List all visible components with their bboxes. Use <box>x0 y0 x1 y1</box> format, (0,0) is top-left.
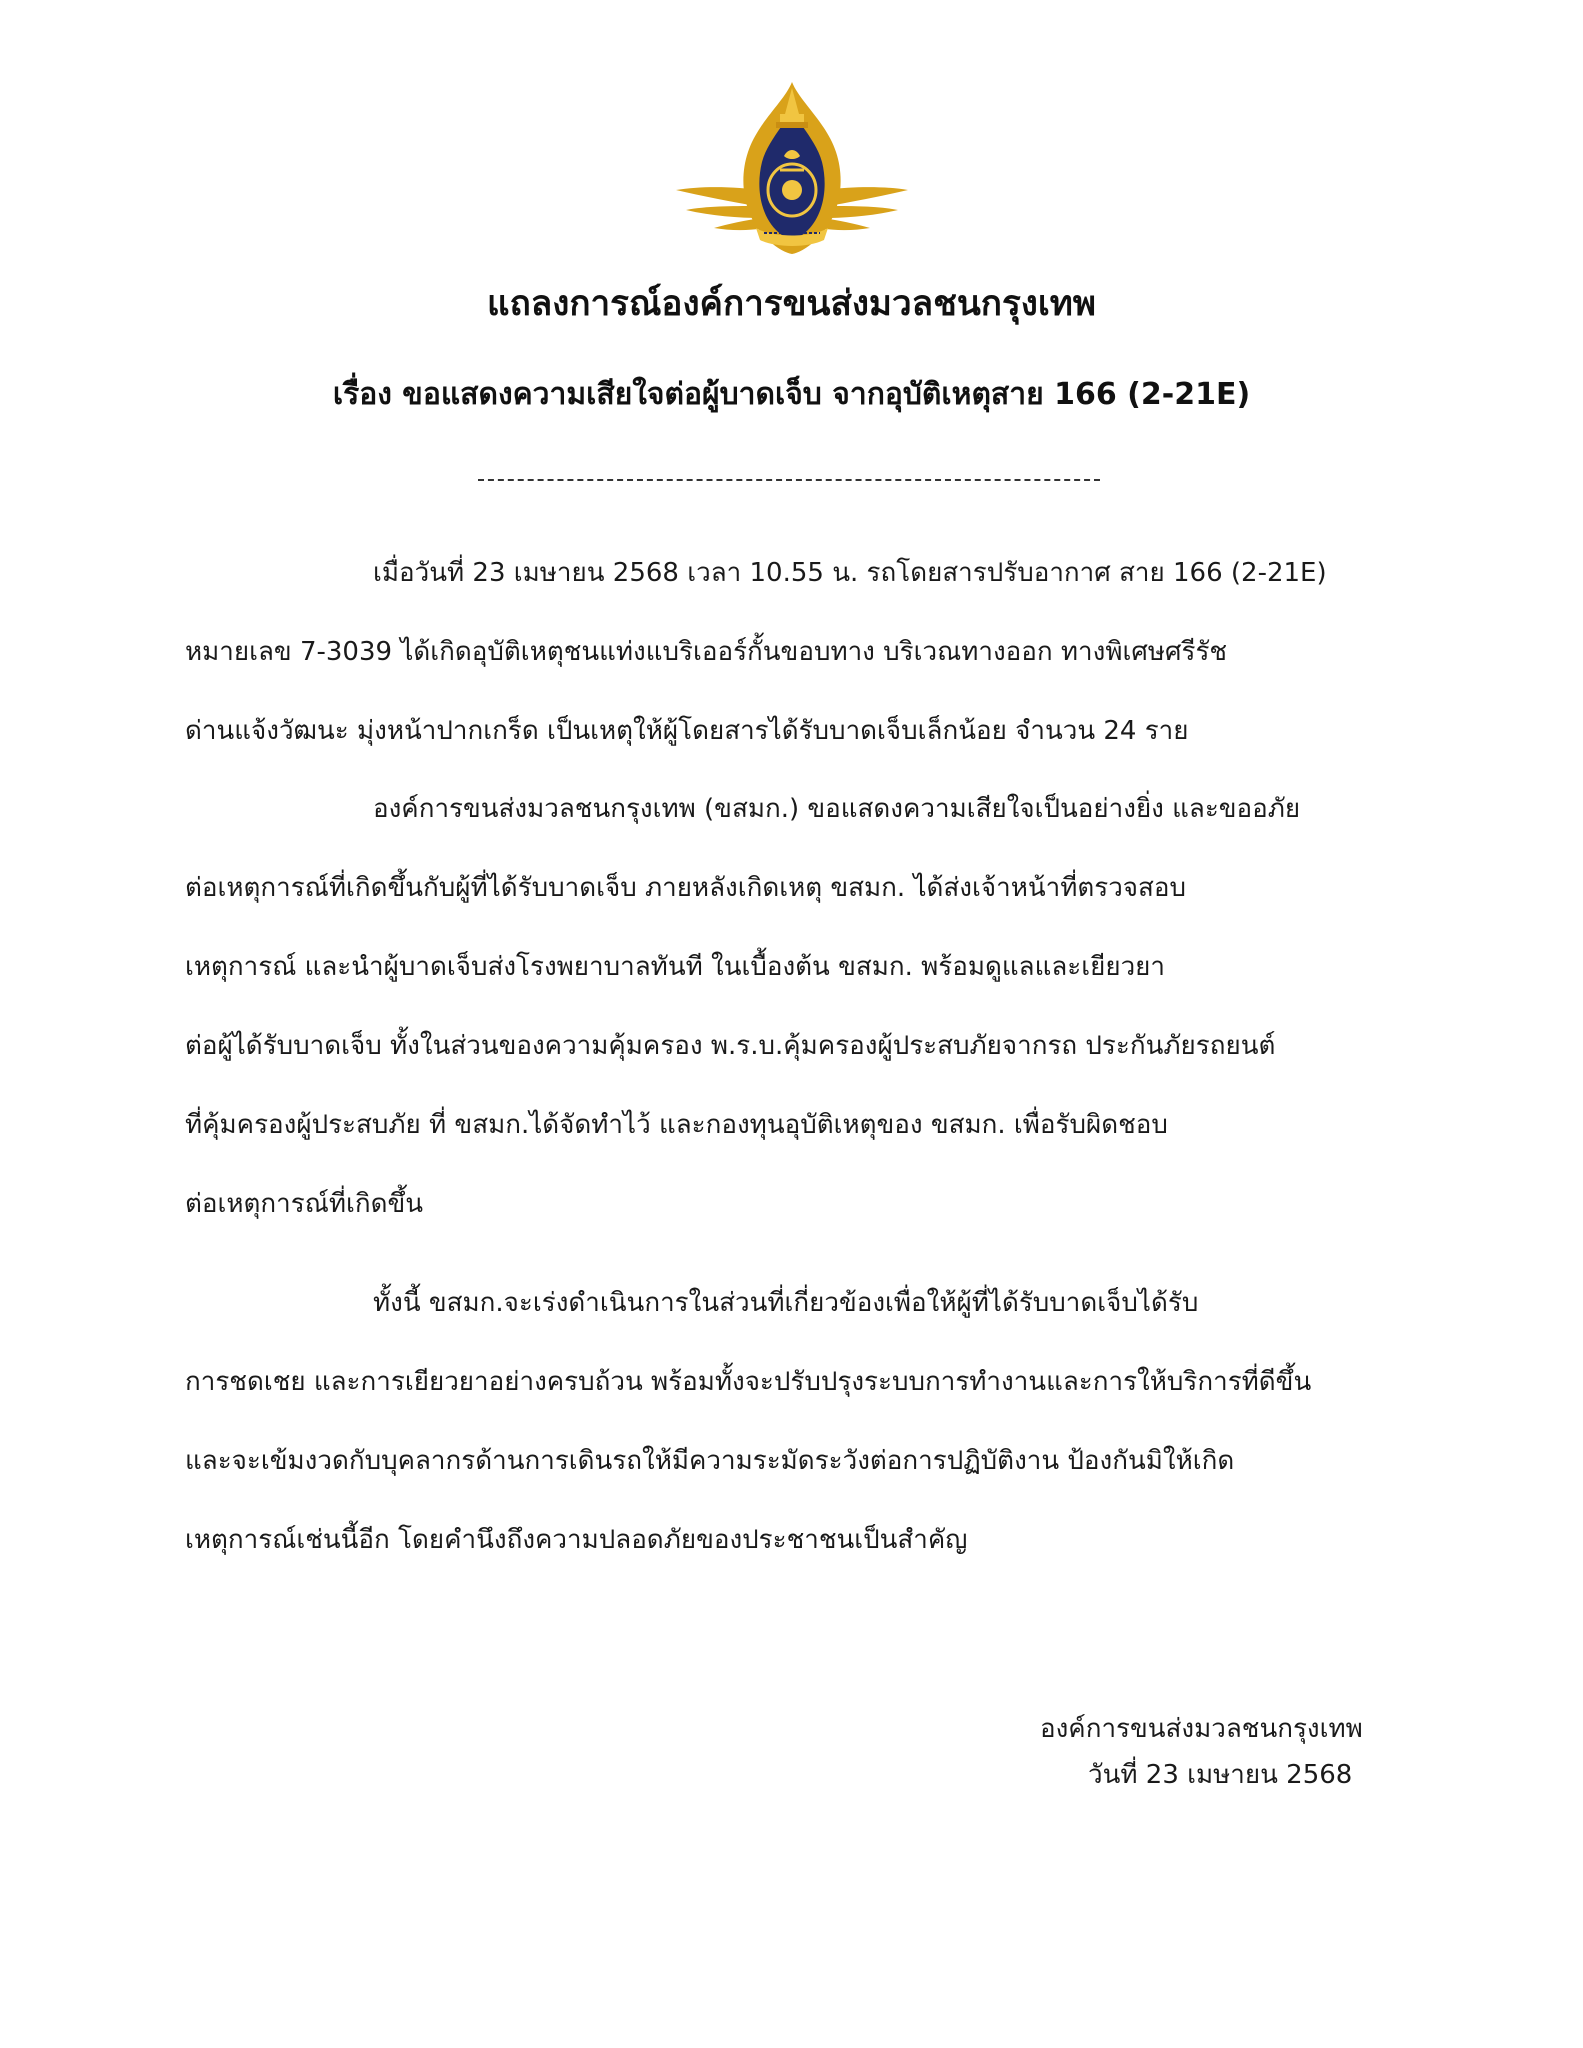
paragraph-line: องค์การขนส่งมวลชนกรุงเทพ (ขสมก.) ขอแสดงความเสียใจเป็นอย่างยิ่ง และขออภัย <box>373 794 1301 824</box>
paragraph-line: เหตุการณ์ และนำผู้บาดเจ็บส่งโรงพยาบาลทันที ในเบื้องต้น ขสมก. พร้อมดูแลและเยียวยา <box>185 952 1166 982</box>
signature-organization: องค์การขนส่งมวลชนกรุงเทพ <box>1040 1714 1363 1744</box>
paragraph-line: ด่านแจ้งวัฒนะ มุ่งหน้าปากเกร็ด เป็นเหตุให้ผู้โดยสารได้รับบาดเจ็บเล็กน้อย จำนวน 24 ราย <box>185 716 1189 746</box>
paragraph-line: ที่คุ้มครองผู้ประสบภัย ที่ ขสมก.ได้จัดทำไว้ และกองทุนอุบัติเหตุของ ขสมก. เพื่อรับผิดชอบ <box>185 1110 1168 1140</box>
paragraph-1 <box>185 534 1391 771</box>
paragraph-line: หมายเลข 7-3039 ได้เกิดอุบัติเหตุชนแท่งแบริเออร์กั้นขอบทาง บริเวณทางออก ทางพิเศษศรีรัช <box>185 637 1228 667</box>
paragraph-line: เหตุการณ์เช่นนี้อีก โดยคำนึงถึงความปลอดภัยของประชาชนเป็นสำคัญ <box>185 1525 968 1555</box>
paragraph-2 <box>185 770 1391 1244</box>
paragraph-line: ต่อเหตุการณ์ที่เกิดขึ้น <box>185 1189 424 1219</box>
paragraph-line: การชดเชย และการเยียวยาอย่างครบถ้วน พร้อมทั้งจะปรับปรุงระบบการทำงานและการให้บริการที่ดีขึ้น <box>185 1367 1312 1397</box>
paragraph-line: เมื่อวันที่ 23 เมษายน 2568 เวลา 10.55 น. รถโดยสารปรับอากาศ สาย 166 (2-21E) <box>373 558 1327 588</box>
paragraph-3 <box>185 1264 1391 1580</box>
paragraph-line: ต่อผู้ได้รับบาดเจ็บ ทั้งในส่วนของความคุ้มครอง พ.ร.บ.คุ้มครองผู้ประสบภัยจากรถ ประกันภัยรถยนต์ <box>185 1031 1276 1061</box>
signature-block <box>1000 1706 1380 1798</box>
document-subject: เรื่อง ขอแสดงความเสียใจต่อผู้บาดเจ็บ จากอุบัติเหตุสาย 166 (2-21E) <box>332 377 1251 412</box>
separator-line <box>478 479 1100 481</box>
paragraph-line: ทั้งนี้ ขสมก.จะเร่งดำเนินการในส่วนที่เกี่ยวข้องเพื่อให้ผู้ที่ได้รับบาดเจ็บได้รับ <box>373 1288 1199 1318</box>
page-title: แถลงการณ์องค์การขนส่งมวลชนกรุงเทพ <box>487 284 1096 324</box>
paragraph-line: ต่อเหตุการณ์ที่เกิดขึ้นกับผู้ที่ได้รับบาดเจ็บ ภายหลังเกิดเหตุ ขสมก. ได้ส่งเจ้าหน้าที่ตรวจสอบ <box>185 873 1187 903</box>
bmta-emblem-icon <box>672 78 912 263</box>
signature-date: วันที่ 23 เมษายน 2568 <box>1088 1760 1353 1790</box>
paragraph-line: และจะเข้มงวดกับบุคลากรด้านการเดินรถให้มีความระมัดระวังต่อการปฏิบัติงาน ป้องกันมิให้เกิด <box>185 1446 1235 1476</box>
